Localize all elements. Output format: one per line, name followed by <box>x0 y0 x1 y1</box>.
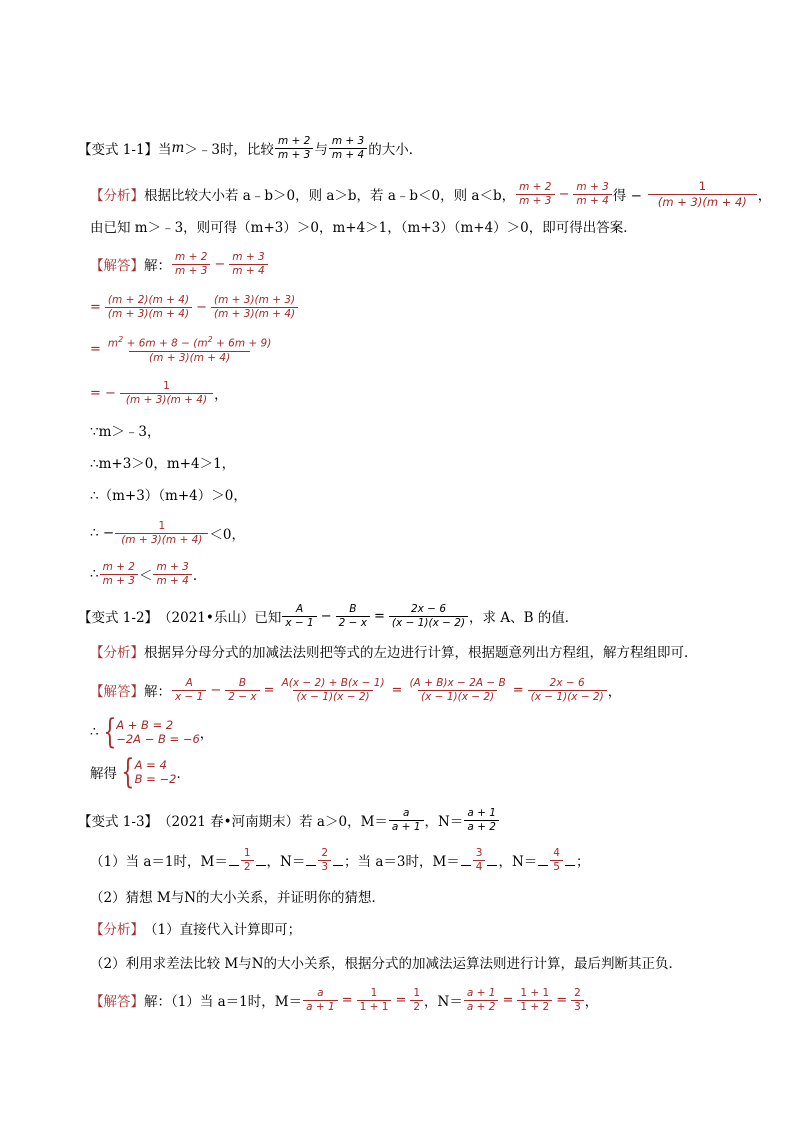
v12-tag: 【变式 1-2】 <box>78 610 159 626</box>
less-than: ＜ <box>138 568 153 584</box>
analysis-tag: 【分析】 <box>90 645 144 661</box>
fraction: $\frac{a + 1}{a + 2}$ <box>464 987 499 1014</box>
equals-sign: = <box>556 992 568 1008</box>
fraction: $\frac{(m + 3)(m + 3)}{(m + 3)(m + 4)}$ <box>211 294 298 321</box>
therefore-end: ＜0， <box>209 527 245 543</box>
fraction: $\frac{1}{1 + 1}$ <box>357 987 392 1014</box>
fraction: $\frac{B}{2 - x}$ <box>336 603 370 630</box>
equals-sign: = <box>341 992 353 1008</box>
analysis-tag: 【分析】 <box>90 922 144 938</box>
period: ． <box>192 568 207 584</box>
part1-text: ；当 a＝3时，M＝ <box>344 854 460 870</box>
fraction: $\frac{1}{(m + 3)(m + 4)}$ <box>115 520 208 547</box>
v11-analysis-2 <box>90 206 637 246</box>
equals-sign: = <box>374 608 385 624</box>
comma: ， <box>199 726 214 742</box>
comma: ， <box>757 188 772 204</box>
analysis-text-2: （2）利用求差法比较 M与N的大小关系，根据分式的加减法运算法则进行计算，最后判断其正负． <box>90 956 683 972</box>
comma: ， <box>584 994 599 1010</box>
answer-blank: 3 4 <box>460 847 499 874</box>
v11-q-with: 与 <box>314 142 328 158</box>
fraction: m + 2 m + 3 <box>172 251 210 278</box>
v12-question <box>78 596 578 636</box>
solution-jie: 解： <box>144 258 171 274</box>
fraction: $\frac{B}{2 - x}$ <box>225 677 259 704</box>
minus-sign: − <box>558 186 570 202</box>
fraction: a + 1 a + 2 <box>464 807 499 834</box>
answer-blank: 2 3 <box>305 847 344 874</box>
equals-sign: = <box>395 992 407 1008</box>
analysis-text: （1）直接代入计算即可； <box>144 922 302 938</box>
v11-therefore-3 <box>90 513 245 553</box>
equals-sign: = <box>90 299 101 315</box>
v11-tag: 【变式 1-1】 <box>78 142 159 158</box>
equals-sign: = <box>263 682 275 698</box>
minus-sign: − <box>196 299 207 315</box>
v12-result <box>90 752 190 792</box>
fraction: A x − 1 <box>282 603 316 630</box>
therefore-text: ∴m+3＞0，m+4＞1， <box>90 456 236 472</box>
solution-jie: 解： <box>144 684 171 700</box>
v11-therefore-4 <box>90 554 206 594</box>
v12-solution-1 <box>90 670 621 710</box>
fraction: m + 3 m + 4 <box>329 135 367 162</box>
fraction: $\frac{(A + B)x - 2A - B}{(x - 1)(x - 2)}$ <box>409 676 506 703</box>
analysis-text-2: 由已知 m＞﹣3，则可得（m+3）＞0，m+4＞1，（m+3）（m+4）＞0，即可得出答案． <box>90 220 637 236</box>
analysis-text: 根据异分母分式的加减法法则把等式的左边进行计算，根据题意列出方程组，解方程组即可． <box>144 645 698 661</box>
v11-solution-3 <box>90 329 275 369</box>
fraction: $\frac{m^2 + 6m + 8 - (m^2 + 6m + 9)}{(m + 3)(m + 4)}$ <box>107 335 272 364</box>
equation-system: { A = 4 B = −2 <box>121 752 177 792</box>
v11-q-end: 的大小． <box>368 142 423 158</box>
v11-q-text2: ＞﹣3时，比较 <box>184 142 274 158</box>
v13-part1 <box>90 840 589 880</box>
v13-q-text2: ，N＝ <box>424 814 464 830</box>
equation-system: { A + B = 2 −2A − B = −6 <box>102 712 200 752</box>
fraction: $\frac{m + 3}{m + 4}$ <box>229 251 267 278</box>
equals-sign: = <box>90 341 101 357</box>
comma: ， <box>214 387 228 403</box>
analysis-tag: 【分析】 <box>90 188 144 204</box>
fraction: A x − 1 <box>172 677 206 704</box>
v12-system <box>90 712 213 752</box>
because-text: ∵m＞﹣3， <box>90 424 161 440</box>
v11-therefore-2 <box>90 474 247 514</box>
answer-blank: 1 2 <box>228 847 267 874</box>
v11-solution-4 <box>90 373 228 413</box>
v11-solution-2 <box>90 287 299 327</box>
equals-sign: = <box>502 992 514 1008</box>
therefore-sign: ∴ <box>90 724 99 740</box>
fraction: $\frac{2x - 6}{(x - 1)(x - 2)}$ <box>528 677 607 704</box>
solution-tag: 【解答】 <box>90 994 144 1010</box>
v12-analysis <box>90 631 698 671</box>
v13-analysis-2 <box>90 942 682 982</box>
neg-sign: = − <box>90 385 116 401</box>
v11-q-var: m <box>171 140 185 156</box>
solution-tag: 【解答】 <box>90 684 144 700</box>
v12-q-end: ，求 A、B 的值． <box>469 610 579 626</box>
fraction: $\frac{A(x - 2) + B(x - 1)}{(x - 1)(x - 2)}$ <box>281 676 385 703</box>
fraction: a a + 1 <box>389 807 424 834</box>
minus-sign: − <box>320 608 332 624</box>
analysis-de: 得 − <box>612 188 642 204</box>
v11-q-text: 当 <box>158 142 172 158</box>
therefore-text: ∴ − <box>90 525 115 541</box>
v11-question <box>78 128 422 168</box>
answer-blank: 4 5 <box>537 847 576 874</box>
v13-q-text: （2021 春•河南期末）若 a＞0，M＝ <box>158 814 388 830</box>
v13-question <box>78 800 500 840</box>
equals-sign: = <box>391 682 403 698</box>
therefore-sign: ∴ <box>90 566 99 582</box>
fraction: m + 2 m + 3 <box>516 181 554 208</box>
fraction: $\frac{2}{3}$ <box>571 987 584 1014</box>
fraction: $\frac{m + 3}{m + 4}$ <box>573 181 611 208</box>
therefore-text: ∴（m+3）（m+4）＞0， <box>90 488 247 504</box>
analysis-text: 根据比较大小若 a﹣b＞0，则 a＞b，若 a﹣b＜0，则 a＜b， <box>144 188 516 204</box>
v11-solution-1 <box>90 244 269 284</box>
period: ． <box>176 766 190 782</box>
minus-sign: − <box>214 256 226 272</box>
part2-text: （2）猜想 M与N的大小关系，并证明你的猜想． <box>90 890 386 906</box>
part1-text: ，N＝ <box>266 854 306 870</box>
fraction: $\frac{1}{2}$ <box>410 987 423 1014</box>
fraction: $\frac{(m + 2)(m + 4)}{(m + 3)(m + 4)}$ <box>105 294 192 321</box>
solution-text: 解：（1）当 a＝1时，M＝ <box>144 994 303 1010</box>
comma: ， <box>607 684 622 700</box>
part1-text: （1）当 a＝1时，M＝ <box>90 854 228 870</box>
fraction: m + 3 m + 4 <box>153 561 191 588</box>
part1-text: ，N＝ <box>498 854 538 870</box>
result-text: 解得 <box>90 766 117 782</box>
fraction: $\frac{1}{(m + 3)(m + 4)}$ <box>120 380 213 407</box>
minus-sign: − <box>210 682 222 698</box>
fraction: m + 2 m + 3 <box>100 561 138 588</box>
fraction: $\frac{1 + 1}{1 + 2}$ <box>517 987 552 1014</box>
solution-text: ，N＝ <box>424 994 463 1010</box>
part1-end: ； <box>575 854 590 870</box>
fraction: $\frac{1}{(m + 3)(m + 4)}$ <box>648 179 757 210</box>
v13-solution <box>90 980 598 1020</box>
fraction: $\frac{2x - 6}{(x - 1)(x - 2)}$ <box>389 603 468 630</box>
fraction: m + 2 m + 3 <box>275 135 313 162</box>
solution-tag: 【解答】 <box>90 258 144 274</box>
fraction: $\frac{a}{a + 1}$ <box>303 987 338 1014</box>
equals-sign: = <box>512 682 524 698</box>
v12-q-text: （2021•乐山）已知 <box>158 610 282 626</box>
v13-tag: 【变式 1-3】 <box>78 814 159 830</box>
